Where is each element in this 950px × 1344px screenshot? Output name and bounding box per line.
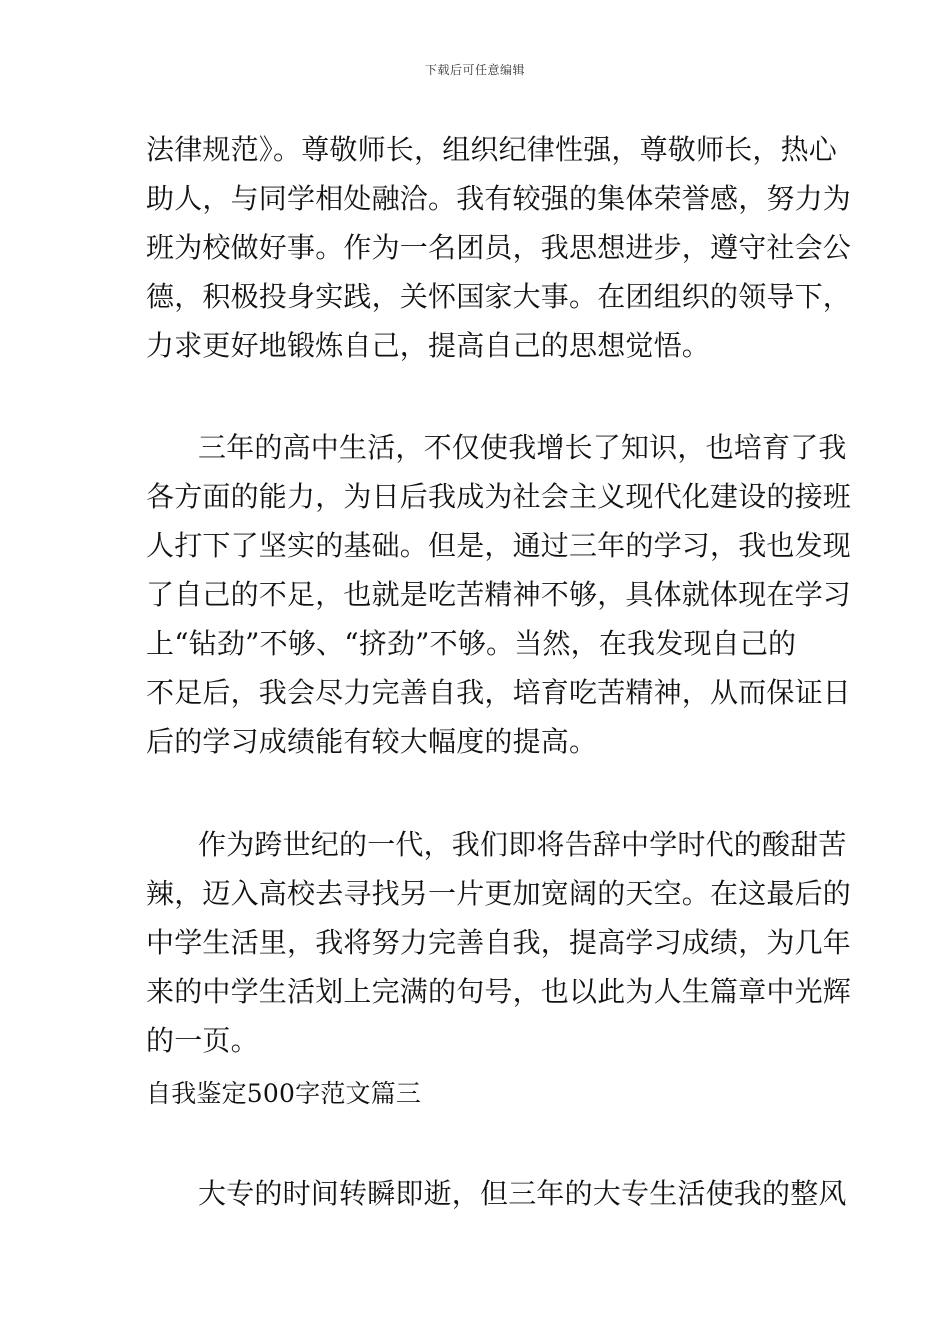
paragraph-line: 大专的时间转瞬即逝，但三年的大专生活使我的整风 (198, 1177, 847, 1210)
paragraph-line: 班为校做好事。作为一名团员，我思想进步，遵守社会公 (146, 231, 852, 264)
paragraph-line: 三年的高中生活，不仅使我增长了知识，也培育了我 (198, 431, 847, 464)
paragraph-line: 不足后，我会尽力完善自我，培育吃苦精神，从而保证日 (146, 676, 852, 709)
page-header: 下载后可任意编辑 (424, 63, 525, 77)
paragraph-line: 的一页。 (146, 1024, 259, 1057)
paragraph-line: 助人，与同学相处融洽。我有较强的集体荣誉感，努力为 (146, 182, 852, 215)
paragraph-line: 上“钻劲”不够、“挤劲”不够。当然，在我发现自己的 (146, 627, 797, 660)
paragraph-line: 中学生活里，我将努力完善自我，提高学习成绩，为几年 (146, 926, 852, 959)
paragraph-line: 人打下了坚实的基础。但是，通过三年的学习，我也发现 (146, 529, 852, 562)
paragraph-line: 辣，迈入高校去寻找另一片更加宽阔的天空。在这最后的 (146, 877, 852, 910)
paragraph-line: 法律规范》。尊敬师长，组织纪律性强，尊敬师长，热心 (146, 133, 838, 166)
paragraph-line: 各方面的能力，为日后我成为社会主义现代化建设的接班 (146, 480, 852, 513)
paragraph-line: 后的学习成绩能有较大幅度的提高。 (146, 725, 598, 758)
paragraph-line: 了自己的不足，也就是吃苦精神不够，具体就体现在学习 (146, 578, 852, 611)
paragraph-line: 来的中学生活划上完满的句号，也以此为人生篇章中光辉 (146, 975, 852, 1008)
paragraph-line: 力求更好地锻炼自己，提高自己的思想觉悟。 (146, 329, 711, 362)
paragraph-line: 作为跨世纪的一代，我们即将告辞中学时代的酸甜苦 (198, 828, 847, 861)
section-heading: 自我鉴定500字范文篇三 (146, 1079, 422, 1108)
paragraph-line: 德，积极投身实践，关怀国家大事。在团组织的领导下， (146, 280, 852, 313)
